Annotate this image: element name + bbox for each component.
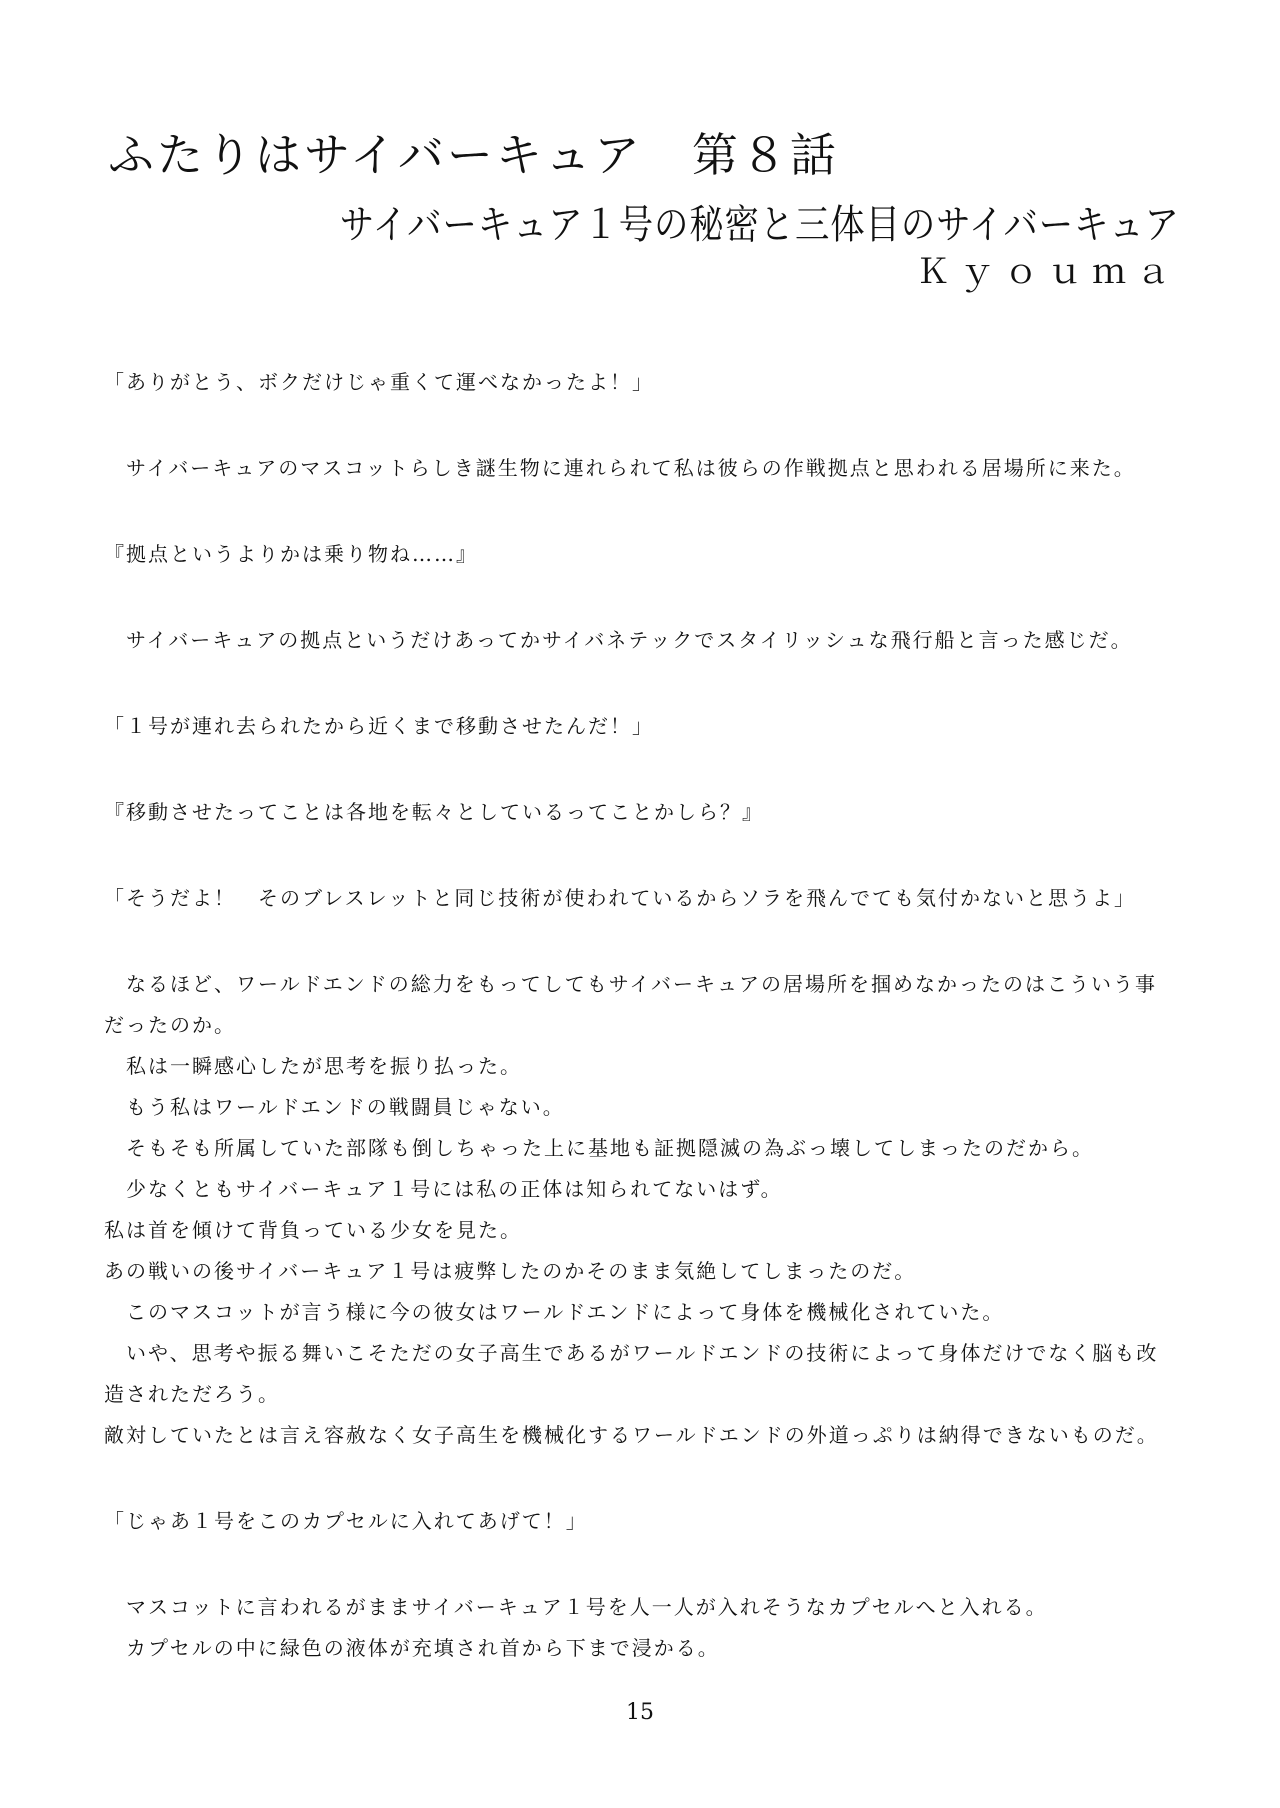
chapter-subtitle: サイバーキュア１号の秘密と三体目のサイバーキュア [339, 202, 1180, 248]
text-line: だったのか。 [104, 1013, 236, 1037]
text-line: 「１号が連れ去られたから近くまで移動させたんだ！」 [104, 714, 654, 738]
blank-line [104, 747, 1184, 792]
blank-line [104, 1456, 1184, 1501]
text-line: サイバーキュアのマスコットらしき謎生物に連れられて私は彼らの作戦拠点と思われる居場所に来た。 [126, 456, 1136, 480]
text-line: あの戦いの後サイバーキュア１号は疲弊したのかそのまま気絶してしまったのだ。 [104, 1259, 917, 1283]
text-line: 造されただろう。 [104, 1382, 280, 1406]
blank-line [104, 403, 1184, 448]
text-line: 『移動させたってことは各地を転々としているってことかしら？』 [104, 800, 764, 824]
text-line: 「ありがとう、ボクだけじゃ重くて運べなかったよ！」 [104, 370, 654, 394]
blank-line [104, 833, 1184, 878]
text-line: 「そうだよ！ そのブレスレットと同じ技術が使われているからソラを飛んでても気付かないと思うよ」 [104, 886, 1136, 910]
text-line: 『拠点というよりかは乗り物ね……』 [104, 542, 478, 566]
text-line: サイバーキュアの拠点というだけあってかサイバネテックでスタイリッシュな飛行船と言った感じだ。 [126, 628, 1133, 652]
author-name: Ｋｙｏｕｍａ [916, 252, 1180, 292]
text-line: 少なくともサイバーキュア１号には私の正体は知られてないはず。 [126, 1177, 783, 1201]
blank-line [104, 575, 1184, 620]
text-line: 私は一瞬感心したが思考を振り払った。 [126, 1054, 522, 1078]
blank-line [104, 1542, 1184, 1587]
text-line: 「じゃあ１号をこのカプセルに入れてあげて！」 [104, 1509, 588, 1533]
blank-line [104, 919, 1184, 964]
text-line: そもそも所属していた部隊も倒しちゃった上に基地も証拠隠滅の為ぶっ壊してしまったのだから。 [126, 1136, 1094, 1160]
text-line: なるほど、ワールドエンドの総力をもってしてもサイバーキュアの居場所を掴めなかったのはこういう事 [126, 972, 1157, 996]
page-number: 15 [626, 1700, 654, 1725]
text-line: マスコットに言われるがままサイバーキュア１号を人一人が入れそうなカプセルへと入れる。 [126, 1595, 1048, 1619]
text-line: いや、思考や振る舞いこそただの女子高生であるがワールドエンドの技術によって身体だけでなく脳も改 [126, 1341, 1159, 1365]
text-line: カプセルの中に緑色の液体が充填され首から下まで浸かる。 [126, 1636, 720, 1660]
chapter-title: ふたりはサイバーキュア 第８話 [108, 128, 839, 182]
text-line: このマスコットが言う様に今の彼女はワールドエンドによって身体を機械化されていた。 [126, 1300, 1005, 1324]
story-body [104, 362, 1184, 1669]
blank-line [104, 489, 1184, 534]
text-line: 敵対していたとは言え容赦なく女子高生を機械化するワールドエンドの外道っぷりは納得できないものだ。 [104, 1423, 1159, 1447]
blank-line [104, 661, 1184, 706]
text-line: 私は首を傾けて背負っている少女を見た。 [104, 1218, 522, 1242]
text-line: もう私はワールドエンドの戦闘員じゃない。 [126, 1095, 565, 1119]
